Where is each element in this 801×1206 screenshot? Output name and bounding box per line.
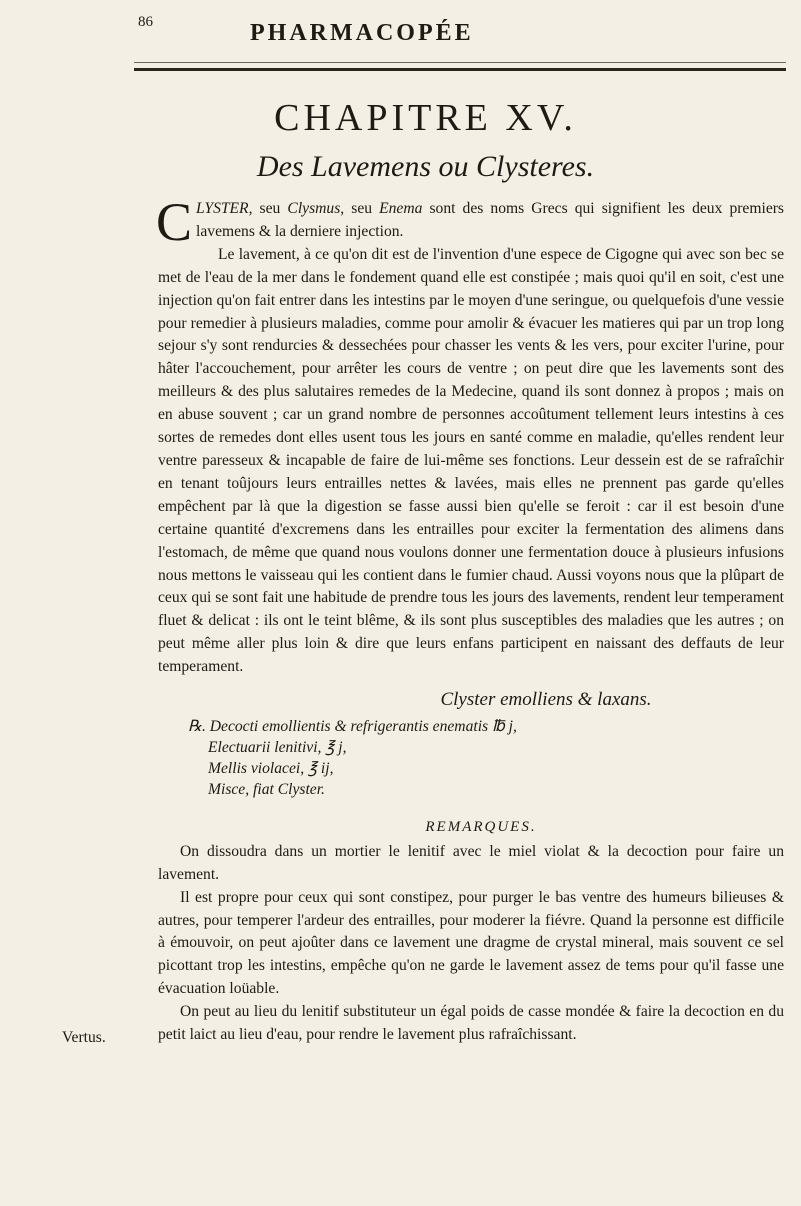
recipe-line: Mellis violacei, ℥ ij,	[208, 759, 334, 777]
header-rule	[134, 68, 786, 71]
recipe-line: Electuarii lenitivi, ℥ j,	[208, 738, 347, 756]
recipe-line: Misce, fiat Clyster.	[208, 780, 325, 798]
header-rule-thin	[134, 62, 786, 63]
paragraph-remarque-3: On peut au lieu du lenitif substituteur un égal poids de casse mondée & faire la decoction en du petit laict au lieu d'eau, pour rendre le lavement plus rafraîchissant.	[158, 1003, 784, 1044]
page-number: 86	[138, 14, 153, 30]
running-head: PHARMACOPÉE	[250, 20, 474, 46]
remarques-heading: REMARQUES.	[425, 818, 537, 835]
recipe	[188, 716, 784, 800]
paragraph-remarque-1: On dissoudra dans un mortier le lenitif avec le miel violat & la decoction pour faire un lavement.	[158, 842, 784, 883]
term-clysmus: Clysmus	[287, 200, 341, 217]
recipe-heading: Clyster emolliens & laxans.	[440, 689, 652, 711]
chapter-number: CHAPITRE XV.	[274, 97, 577, 139]
margin-label-vertus: Vertus.	[62, 1029, 106, 1046]
recipe-line: ℞. Decocti emollientis & refrigerantis enematis ℔ j,	[188, 717, 517, 735]
term-enema: Enema	[379, 200, 423, 217]
drop-cap: C	[156, 192, 193, 252]
chapter-title: Des Lavemens ou Clysteres.	[256, 150, 595, 183]
paragraph-vertus: Il est propre pour ceux qui sont constipez, pour purger le bas ventre des humeurs bilieuses & autres, pour temperer l'ardeur des entrailles, pour moderer la fiévre. Quand la personne est difficile à émouvoir, on peut ajoûter dans ce lavement une dragme de crystal mineral, mais souvent ce sel picottant trop les intestins, empêche qu'on ne garde le lavement assez de tems pour qu'il fasse une évacuation loüable.	[158, 888, 784, 998]
term-clyster: LYSTER,	[196, 200, 253, 217]
main-text	[156, 192, 785, 1047]
paragraph-lavement: Le lavement, à ce qu'on dit est de l'invention d'une espece de Cigogne qui avec son bec se met de l'eau de la mer dans le fondement quand elle est constipée ; mais quoi qu'il en soit, c'est une injection qu'on fait entrer dans les intestins par le moyen d'une seringue, ou quelquefois d'une vessie pour remedier à plusieurs maladies, comme pour amolir & évacuer les matieres qui par un trop long sejour s'y sont rendurcies & dessechées pour chasser les vents & les vers, pour exciter l'urine, pour hâter l'accouchement, pour arrêter les cours de ventre ; on peut dire que les lavements sont des meilleurs & des plus salutaires remedes de la Medecine, quand ils sont donnez à propos ; mais on en abuse souvent ; car un grand nombre de personnes accoûtument tellement leurs intestins à ces sortes de remedes dont elles usent tous les jours en santé comme en maladie, qu'elles rendent leur ventre paresseux & incapable de faire de lui-même ses fonctions. Leur dessein est de se rafraîchir en tenant toûjours leurs entrailles nettes & lavées, mais elles ne prennent pas garde qu'elles empêchent par là que la digestion se fasse aussi bien qu'elle se feroit : car il est besoin d'une certaine quantité d'excremens dans les entrailles pour exciter la fermentation des alimens dans l'estomach, de même que quand nous voulons donner une fermentation douce à plusieurs infusions nous mettons le vaisseau qui les contient dans le fumier chaud. Aussi voyons nous que la plûpart de ceux qui se sont fait une habitude de prendre tous les jours des lavements, rendent leur temperament fluet & delicat : ils ont le teint blême, & ils sont plus susceptibles des maladies que les autres ; on peut même aller plus loin & dire que leurs enfans participent en naissant des deffauts de leur temperament.	[158, 245, 784, 676]
paragraph-intro: CLYSTER, seu Clysmus, seu Enema sont des noms Grecs qui signifient les deux premiers lavemens & la derniere injection.	[156, 192, 785, 252]
